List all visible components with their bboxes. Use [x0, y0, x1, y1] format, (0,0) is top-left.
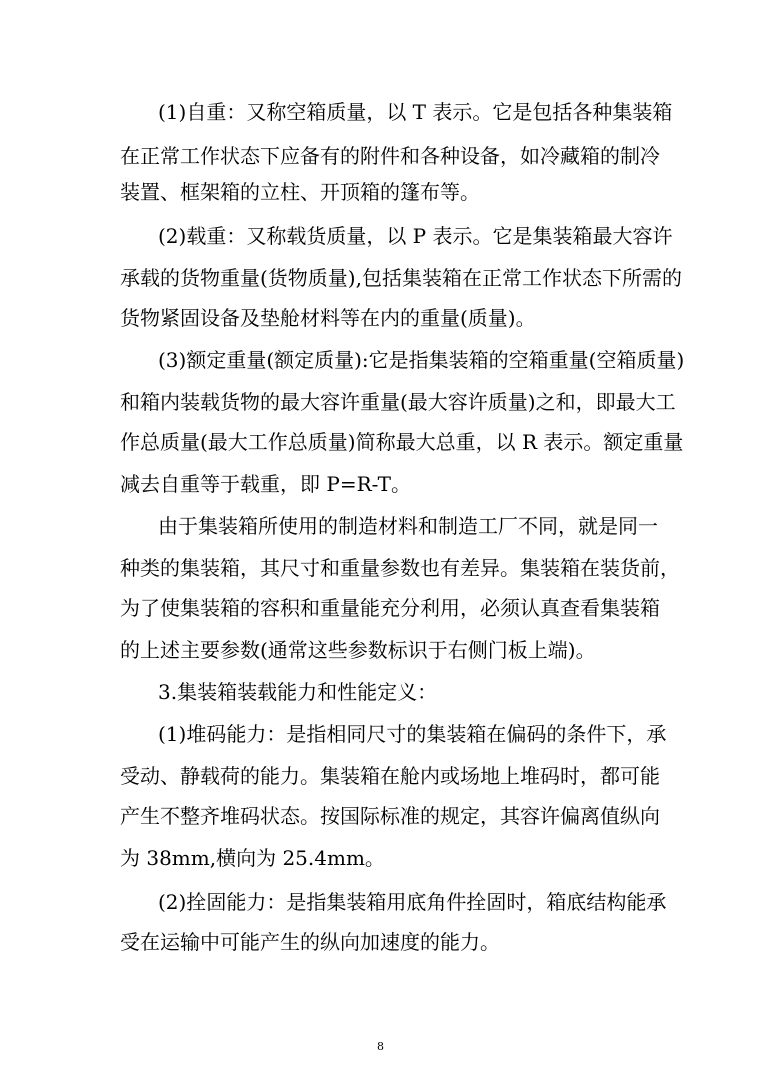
paragraph-stacking-capacity-line-4: 为 38mm,横向为 25.4mm。 [120, 846, 385, 870]
paragraph-payload-line-1: (2)载重：又称载货质量，以 P 表示。它是集装箱最大容许 [158, 224, 673, 248]
paragraph-stacking-capacity-line-1: (1)堆码能力：是指相同尺寸的集装箱在偏码的条件下，承 [158, 722, 667, 746]
paragraph-check-parameters-line-3: 为了使集装箱的容积和重量能充分利用，必须认真查看集装箱 [120, 596, 660, 620]
page-number: 8 [377, 1040, 384, 1053]
paragraph-payload-line-3: 货物紧固设备及垫舱材料等在内的重量(质量)。 [120, 306, 536, 330]
paragraph-tare-weight-line-1: (1)自重：又称空箱质量，以 T 表示。它是包括各种集装箱 [158, 100, 673, 124]
paragraph-rated-weight-line-1: (3)额定重量(额定质量):它是指集装箱的空箱重量(空箱质量) [158, 348, 685, 372]
heading-capacity-definitions: 3.集装箱装载能力和性能定义： [158, 680, 438, 704]
paragraph-rated-weight-line-4: 减去自重等于载重，即 P=R-T。 [120, 472, 412, 496]
paragraph-lashing-capacity-line-1: (2)拴固能力：是指集装箱用底角件拴固时，箱底结构能承 [158, 890, 667, 914]
paragraph-stacking-capacity-line-3: 产生不整齐堆码状态。按国际标准的规定，其容许偏离值纵向 [120, 804, 660, 828]
paragraph-payload-line-2: 承载的货物重量(货物质量),包括集装箱在正常工作状态下所需的 [120, 266, 682, 290]
paragraph-tare-weight-line-2: 在正常工作状态下应备有的附件和各种设备，如冷藏箱的制冷 [120, 144, 660, 168]
paragraph-check-parameters-line-2: 种类的集装箱，其尺寸和重量参数也有差异。集装箱在装货前， [120, 556, 680, 580]
paragraph-check-parameters-line-1: 由于集装箱所使用的制造材料和制造工厂不同，就是同一 [158, 514, 658, 538]
paragraph-rated-weight-line-3: 作总质量(最大工作总质量)简称最大总重，以 R 表示。额定重量 [120, 430, 684, 454]
paragraph-lashing-capacity-line-2: 受在运输中可能产生的纵向加速度的能力。 [120, 930, 500, 954]
paragraph-check-parameters-line-4: 的上述主要参数(通常这些参数标识于右侧门板上端)。 [120, 638, 596, 662]
paragraph-stacking-capacity-line-2: 受动、静载荷的能力。集装箱在舱内或场地上堆码时，都可能 [120, 764, 660, 788]
paragraph-tare-weight-line-3: 装置、框架箱的立柱、开顶箱的篷布等。 [120, 180, 480, 204]
paragraph-rated-weight-line-2: 和箱内装载货物的最大容许重量(最大容许质量)之和，即最大工 [120, 390, 676, 414]
